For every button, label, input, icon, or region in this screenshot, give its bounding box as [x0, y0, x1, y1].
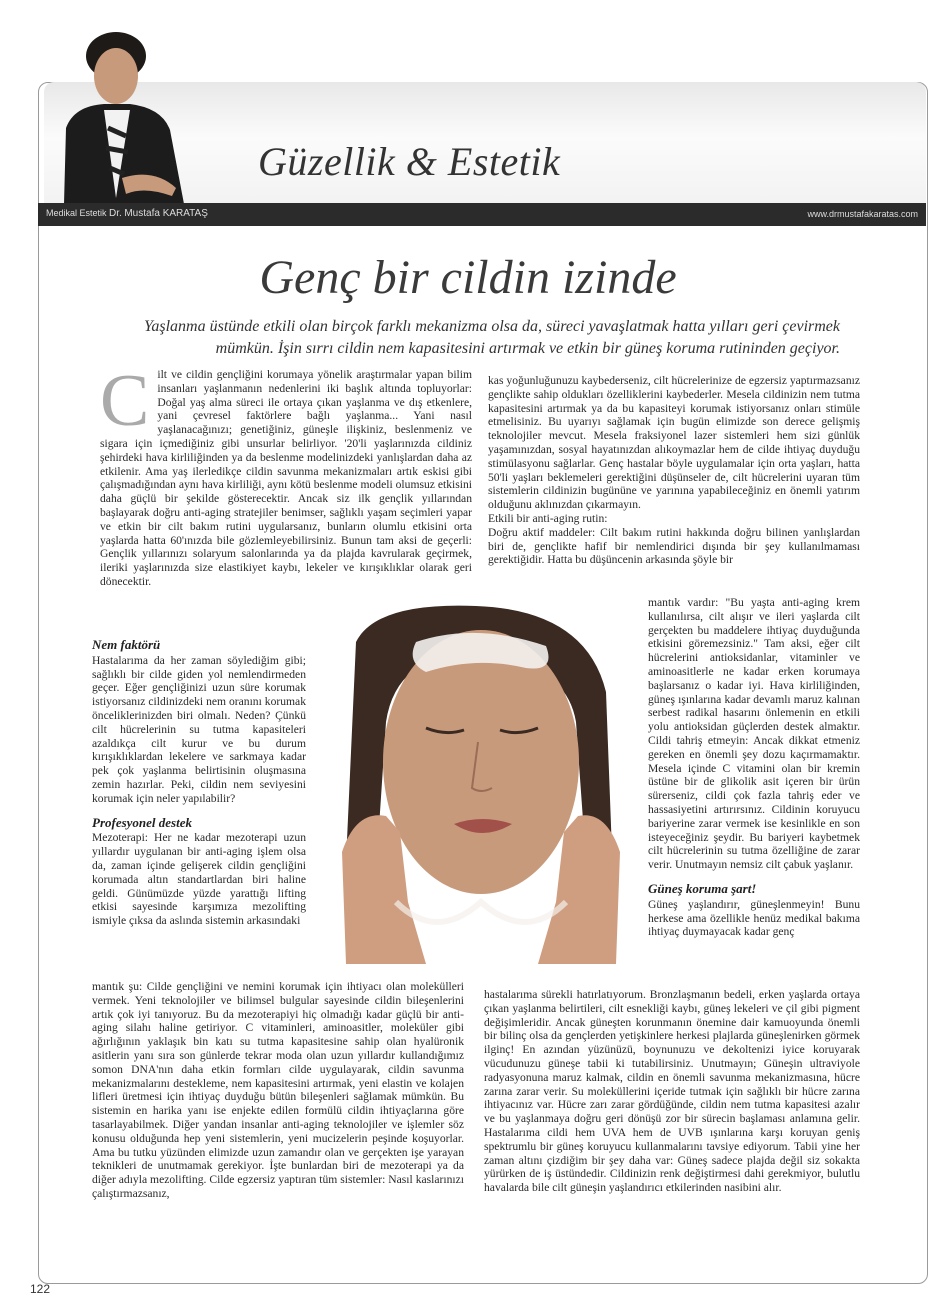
profesyonel-text: Mezoterapi: Her ne kadar mezoterapi uzun yıllardır uygulanan bir anti-aging işlem olsa da, zaman içinde gelişerek cildin gençliğini korumada altın standartlardan biri haline geldi. Günümüzde yüzde yarattığı lifting etkisi sayesinde karşımıza mezolifting ismiyle çıksa da aslında sistemin arkasındaki	[92, 831, 306, 928]
right-top-text: kas yoğunluğunuzu kaybederseniz, cilt hücrelerinize de egzersiz yaptırmazsanız gençlikte sahip oldukları özelliklerini kaybederler. Mesela cildinizin nem tutma kapasitesini artırmak ya da bu kapasiteyi korumak istiyorsanız onları stimüle etmelisiniz. Bu uyarıyı sağlamak için bugün elimizde son derece gelişmiş teknolojiler mevcut. Mesela fraksiyonel lazer sistemleri hem sizi günlük yaşamınızdan, sosyal hayatınızdan alıkoymazlar hem de cilde ihtiyaç duyduğu stimülasyonu sağlarlar. Genç hastalar böyle uygulamalar için orta yaşları, hatta 50'li yaşları beklemeleri gerektiğini düşünseler de, cilt hücrelerini uyaran tüm sistemlerin cildinizin bugününe ve yarınına yapabileceğiniz en önemli yatırım olduğunu aklınızdan çıkarmayın.	[488, 374, 860, 512]
subhead-gunes: Güneş koruma şart!	[648, 880, 757, 896]
column-left-bottom	[92, 980, 464, 1201]
section-title: Güzellik & Estetik	[258, 139, 561, 184]
website-link[interactable]: www.drmustafakaratas.com	[807, 209, 918, 219]
bottom-left-text: mantık şu: Cilde gençliğini ve nemini korumak için ihtiyacı olan molekülleri vermek. Yeni teknolojiler ve bilimsel bulgular sayesinde cildin bileşenlerini artık çok iyi tanıyoruz. Bu da mezoterapiyi hiç olmadığı kadar güçlü bir anti-aging silahı haline getiriyor. C vitaminleri, aminoasitler, moleküler gibi ağırlığının yaklaşık bin katı su tutma kapasitesine sahip olan hyalüronik asitlerin yanı sıra son günlerde tekrar moda olan uzun yıllardır kullandığımız somon DNA'nın daha etkin formları cilde uygulayarak, cildin savunma mekanizmalarını destekleme, nem kapasitesini artırmak, yeni elastin ve kolajen lifleri üretmesi için ihtiyaç duyduğu bütün bileşenleri sağlamak mümkün. Bu sistemin en harika yanı ise enjekte edilen formülü cildin ihtiyaçlarına göre tasarlayabilmek. Diğer yandan insanlar anti-aging teknolojiler ve işlemler söz konusu olduğunda hep yeni sistemlerin, yeni mucizelerin peşinde koşuyorlar. Ama bu tutku yüzünden elimizde uzun zamandır olan ve gerçekten işe yarayan teknikleri de unutmamak gerekiyor. İşte bunlardan biri de mezoterapi ya da diğer adıyla mezolifting. Cilde egzersiz yaptıran tüm sistemler: Nasıl kaslarınızı çalıştırmazsanız,	[92, 980, 464, 1200]
bottom-right-text: hastalarıma sürekli hatırlatıyorum. Bronzlaşmanın bedeli, erken yaşlarda ortaya çıkan yaşlanma belirtileri, cilt esnekliği kaybı, güneş lekeleri ve çil gibi pigment değişimleridir. Ancak güneşten korunmanın önemine dair kamuoyunda önemli bir bilinç olsa da gençlerden yetişkinlere herkesi plajlarda güneşlenirken görmek ilginç! En azından yüzünüzü, boynunuzu ve dekoltenizi iyice koruyarak vücudunuzu güneşe tabii ki tutabilirsiniz. Unutmayın; Güneşin ultraviyole radyasyonuna maruz kalmak, cildin en önemli savunma mekanizmasına, hücre zarına zarar verir. Su moleküllerini içeride tutmak için sağlıklı bir hücre zarına ihtiyacınız var. Hücre zarı zarar gördüğünde, cildin nem tutma kapasitesi azalır ve bu yaşlanmaya doğru geri dönüşü zor bir sürecin başlaması anlamına gelir. Hastalarıma cildi hem UVA hem de UVB ışınlarına karşı koruyan geniş spektrumlu bir güneş koruyucu kullanmalarını tavsiye ediyorum. Tabii yine her zaman altını çizdiğim bir şey daha var: Güneş sadece plajda değil siz sokakta yürürken de iş üstündedir. Cildinizin renk değiştirmesi dahi gerekmiyor, bulutlu havalarda bile cilt güneşin yaşlandırıcı etkilerinden nasibini alır.	[484, 988, 860, 1195]
right-mid-text: mantık vardır: "Bu yaşta anti-aging krem kullanılırsa, cilt alışır ve ileri yaşlarda cilt gerçekten bu maddelere ihtiyaç duyduğunda etkisini göremezsiniz." Tam aksi, eğer cilt hücrelerini antioksidanlar, vitaminler ve aminoasitlerle ne kadar erken korumaya başlarsanız o kadar iyi. Hava kirliliğinden, güneş ışınlarına kadar devamlı maruz kalınan serbest radikal hasarını önlemenin en etkili yolu antioksidan güçlerden destek almaktır. Cildi tahriş etmeyin: Ancak dikkat etmeniz gereken en önemli şey dozu kaçırmamaktır. Mesela içinde C vitamini olan bir kremin üstüne bir de glikolik asit içeren bir ürün sürerseniz, cildi çok fazla tahriş eder ve hassasiyetini artırırsınız. Cildinin koruyucu bariyerine zarar vermek ise kesinlikle en son isteyeceğiniz şeydir. Bu bariyeri kaybetmek cilt hücrelerinin su tutma özelliğine de zarar verir. Unutmayın nemsiz cilt çabuk yaşlanır.	[648, 596, 860, 872]
intro-text: ilt ve cildin gençliğini korumaya yönelik araştırmalar yapan bilim insanları yaşlanmanın nedenlerini iki başlık altında topluyorlar: Doğal yaş alma süreci ile ortaya çıkan yaşlanma ve dış etkenlere, yani çevresel faktörlere bağlı yaşlanma... Yani nasıl yaşlanacağınızı; genetiğiniz, güneşle ilişkiniz, beslenmeniz ve sigara için içmediğiniz gibi unsurlar belirliyor. '20'li yaşlarınızda cildiniz şehirdeki hava kirliliğinden ya da beslenme modelinizdeki yanlışlardan daha az etkilenir. Ama yaş ilerledikçe cildin savunma mekanizmaları artık eskisi gibi çalışmadığından aynı hava kirliliği, aynı kötü beslenme modeli olumsuz etkisini daha güçlü bir şekilde gösterecektir. Ancak siz ilk gençlik yıllarından başlayarak doğru anti-aging stratejiler benimser, sağlıklı yaşam seçimleri yapar ve etkin bir cilt bakım rutini uygularsanız, bunların olumlu etkisini orta yaşlarda hatta 60'ınızda bile gözlemleyebilirsiniz. Bunun tam aksi de geçerli: Gençlik yıllarınızı solaryum salonlarında ya da plajda kavrularak geçirmek, ileriki yaşlarınızda size elastikiyet kaybı, lekeler ve kırışıklıklar olarak geri dönecektir.	[100, 368, 472, 588]
routine-text: Doğru aktif maddeler: Cilt bakım rutini hakkında doğru bilinen yanlışlardan biri de, gençlikte hafif bir nemlendirici dışında bir şey kullanılmaması gerektiğidir. Hatta bu düşüncenin arkasında şöyle bir	[488, 525, 860, 567]
nem-text: Hastalarıma da her zaman söylediğim gibi; sağlıklı bir cilde giden yol nemlendirmeden geçer. Eğer gençliğinizi uzun süre korumak istiyorsanız cildinizdeki nem oranını korumak önceliklerinizden biri olmalı. Neden? Çünkü cilt hücrelerinin su tutma kapasiteleri azaldıkça cilt kurur ve bu durum kırışıklıklardan lekelere ve sarkmaya kadar pek çok yaşlanma belirtisinin oluşmasına zemin hazırlar. Peki, cildin nem seviyesini korumak için neler yapılabilir?	[92, 653, 306, 805]
byline-bar	[38, 203, 926, 226]
routine-intro: Etkili bir anti-aging rutin:	[488, 511, 608, 525]
column-right-top	[488, 374, 860, 567]
byline-prefix: Dr.	[109, 208, 122, 219]
drop-cap: C	[100, 360, 150, 442]
column-right-bottom	[484, 988, 860, 1195]
page-number: 122	[30, 1282, 51, 1296]
lead-paragraph: Yaşlanma üstünde etkili olan birçok farklı mekanizma olsa da, süreci yavaşlatmak hatta yılları geri çevirmek mümkün. İşin sırrı cildin nem kapasitesini artırmak ve etkin bir güneş koruma rutininden geçiyor.	[143, 318, 840, 357]
gunes-text: Güneş yaşlandırır, güneşlenmeyin! Bunu herkese ama özellikle henüz medikal bakıma ihtiyaç duymayacak kadar genç	[648, 897, 860, 939]
author-portrait	[44, 18, 194, 204]
woman-face-photo	[316, 602, 638, 964]
column-right-narrow	[648, 596, 860, 939]
column-left-top	[100, 360, 472, 589]
headline: Genç bir cildin izinde	[259, 251, 677, 304]
column-left-narrow	[92, 628, 306, 928]
subhead-nem: Nem faktörü	[92, 637, 161, 652]
byline-role: Medikal Estetik	[46, 208, 107, 218]
byline	[46, 208, 208, 219]
subhead-profesyonel: Profesyonel destek	[92, 814, 193, 830]
byline-name: Mustafa KARATAŞ	[124, 208, 208, 219]
